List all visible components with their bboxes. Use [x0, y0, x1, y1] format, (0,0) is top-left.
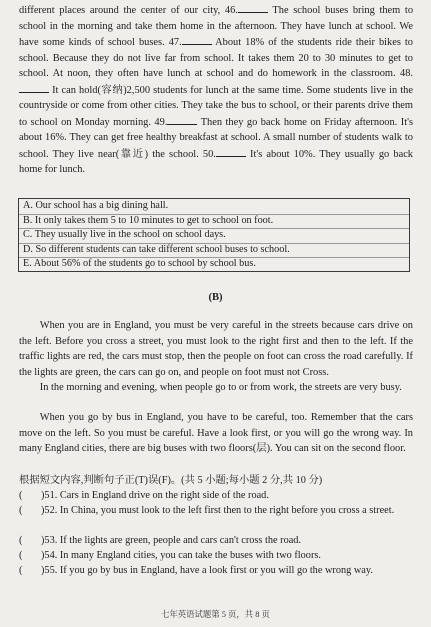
blank-46: [238, 2, 268, 13]
answer-paren[interactable]: (: [19, 490, 23, 501]
passage-text-segment: About 18% of the students ride their bikes to school. Because they do not live far from school. It takes them 20 to 30 minutes to get to school. At noon, they often have lunch at school and do homework in the classroom. 48.: [19, 37, 413, 79]
option-e: E. About 56% of the students go to school by school bus.: [23, 258, 256, 269]
passage-text-segment: Then they go back home on Friday afternoon. It's about 16%. They can get free healthy breakfast at school. A small number of students walk to school. They live near(靠近) the school. 50.: [19, 116, 413, 160]
answer-paren[interactable]: (: [19, 565, 23, 576]
section-b-paragraph-3: When you go by bus in England, you have to be careful, too. Remember that the cars move on the left. So you must be careful. Have a look first, or you will go the wrong way. In many England cities, there are big buses with two floors(层). You can sit on the second floor.: [19, 412, 413, 454]
option-c: C. They usually live in the school on school days.: [23, 229, 226, 240]
instruction-text: 根据短文内容,判断句子正(T)误(F)。(共 5 小题;每小题 2 分,共 10 分): [19, 475, 323, 486]
passage-text-segment: The school buses bring them to school in the morning and take them home in the afternoon. They have lunch at school. We have some kinds of school buses. 47.: [19, 5, 414, 48]
question-text: )54. In many England cities, you can take the buses with two floors.: [41, 550, 321, 561]
question-53: [19, 533, 413, 548]
passage-a-text: [19, 2, 413, 178]
passage-text-segment: It can hold(容纳)2,500 students for lunch at the same time. Some students live in the countryside or come from other cities. They take the bus to school, or their parents drive them to school on Monday morning. 49.: [19, 84, 413, 128]
answer-paren[interactable]: (: [19, 550, 23, 561]
option-b: B. It only takes them 5 to 10 minutes to get to school on foot.: [23, 214, 274, 226]
section-b-title: (B): [208, 292, 223, 303]
blank-49: [167, 114, 197, 125]
option-d: D. So different students can take different school buses to school.: [23, 243, 290, 255]
answer-paren[interactable]: (: [19, 535, 23, 546]
section-b-paragraph-1: When you are in England, you must be very careful in the streets because cars drive on the left. Before you cross a street, you must look to the right first and then to the left. If the traffic lights are red, the cars must stop, then the people on foot can cross the road carefully. If the lights are green, the cars can go on, and people on foot must not Cross.: [19, 320, 413, 378]
passage-text-segment: It's about 10%. They usually go back home for lunch.: [19, 148, 414, 175]
blank-47: [182, 34, 212, 45]
question-52: [19, 503, 413, 518]
question-text: )52. In China, you must look to the left first then to the right before you cross a street.: [41, 505, 395, 516]
blank-48: [19, 82, 49, 93]
page-footer: 七年英语试题第 5 页，共 8 页: [161, 610, 270, 619]
passage-text-segment: different places around the center of our city, 46.: [19, 5, 238, 16]
option-a: A. Our school has a big dining hall.: [23, 200, 169, 211]
question-55: [19, 563, 413, 578]
section-b-paragraph-2: In the morning and evening, when people go to or from work, the streets are very busy.: [39, 382, 402, 393]
options-box: [18, 198, 410, 272]
question-51: [19, 488, 413, 503]
question-text: )55. If you go by bus in England, have a look first or you will go the wrong way.: [41, 565, 373, 576]
answer-paren[interactable]: (: [19, 505, 23, 516]
question-text: )53. If the lights are green, people and cars can't cross the road.: [41, 535, 302, 546]
blank-50: [216, 146, 246, 157]
question-text: )51. Cars in England drive on the right side of the road.: [41, 490, 269, 501]
question-54: [19, 548, 413, 563]
